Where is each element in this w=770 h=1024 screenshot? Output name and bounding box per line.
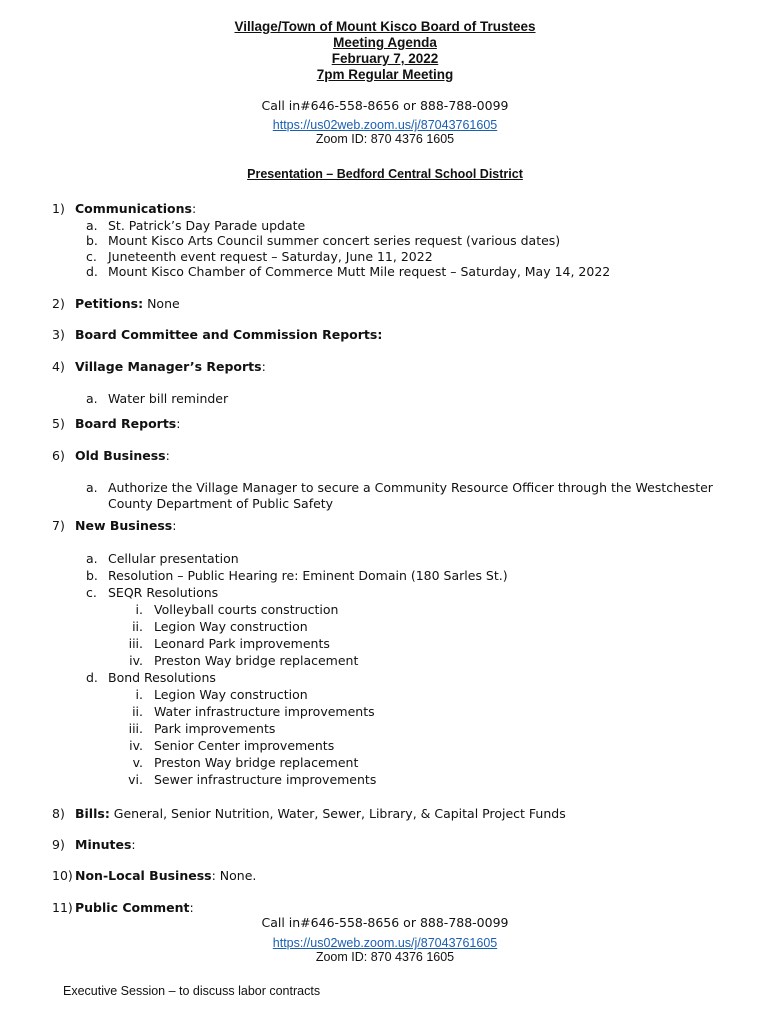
meeting-time: 7pm Regular Meeting — [316, 67, 454, 82]
sub-mark: c. — [86, 249, 97, 264]
item-new-business: New Business: — [75, 518, 177, 533]
roman-mark: iii. — [128, 636, 143, 651]
item-title: Board Reports — [75, 416, 177, 431]
item-title: Board Committee and Commission Reports: — [75, 327, 383, 342]
call-in-phone-2: Call in#646-558-8656 or 888-788-0099 — [261, 915, 509, 930]
sub-item: Mount Kisco Chamber of Commerce Mutt Mile request – Saturday, May 14, 2022 — [108, 264, 611, 279]
roman-mark: ii. — [132, 619, 143, 634]
item-number: 3) — [52, 327, 65, 342]
item-number: 1) — [52, 201, 65, 216]
item-title: Communications — [75, 201, 192, 216]
call-in-phone: Call in#646-558-8656 or 888-788-0099 — [261, 98, 509, 113]
item-public-comment: Public Comment: — [75, 900, 194, 915]
sub-item: Water bill reminder — [108, 391, 229, 406]
sub-mark: b. — [86, 568, 98, 583]
zoom-link[interactable]: https://us02web.zoom.us/j/87043761605 — [272, 118, 498, 132]
item-title: Village Manager’s Reports — [75, 359, 262, 374]
item-title: Public Comment — [75, 900, 190, 915]
sub-mark: b. — [86, 233, 98, 248]
seqr-item: Preston Way bridge replacement — [154, 653, 359, 668]
sub-item-continued: County Department of Public Safety — [108, 496, 334, 511]
item-village-manager: Village Manager’s Reports: — [75, 359, 266, 374]
zoom-link-row-2 — [0, 932, 770, 951]
sub-mark: d. — [86, 670, 98, 685]
sub-item: Resolution – Public Hearing re: Eminent Domain (180 Sarles St.) — [108, 568, 508, 583]
sub-item: St. Patrick’s Day Parade update — [108, 218, 306, 233]
item-petitions: Petitions: None — [75, 296, 180, 311]
roman-mark: ii. — [132, 704, 143, 719]
item-number: 6) — [52, 448, 65, 463]
roman-mark: iii. — [128, 721, 143, 736]
bond-item: Preston Way bridge replacement — [154, 755, 359, 770]
sub-item: Authorize the Village Manager to secure a Community Resource Officer through the Westchester — [108, 480, 713, 495]
seqr-item: Leonard Park improvements — [154, 636, 330, 651]
zoom-id: Zoom ID: 870 4376 1605 — [315, 132, 455, 146]
roman-mark: i. — [135, 602, 143, 617]
sub-item: Cellular presentation — [108, 551, 239, 566]
item-old-business: Old Business: — [75, 448, 170, 463]
item-number: 5) — [52, 416, 65, 431]
bond-item: Legion Way construction — [154, 687, 308, 702]
seqr-item: Volleyball courts construction — [154, 602, 339, 617]
item-title: New Business — [75, 518, 173, 533]
sub-item: Juneteenth event request – Saturday, June 11, 2022 — [108, 249, 433, 264]
roman-mark: iv. — [129, 653, 143, 668]
item-bills: Bills: General, Senior Nutrition, Water, Sewer, Library, & Capital Project Funds — [75, 806, 566, 821]
item-board-reports: Board Reports: — [75, 416, 181, 431]
bond-item: Senior Center improvements — [154, 738, 335, 753]
item-number: 11) — [52, 900, 73, 915]
agenda-title: Village/Town of Mount Kisco Board of Trustees — [234, 19, 536, 34]
sub-item: Bond Resolutions — [108, 670, 216, 685]
item-number: 9) — [52, 837, 65, 852]
bond-item: Park improvements — [154, 721, 276, 736]
bond-item: Sewer infrastructure improvements — [154, 772, 377, 787]
item-number: 7) — [52, 518, 65, 533]
sub-mark: a. — [86, 480, 98, 495]
item-communications: Communications: — [75, 201, 197, 216]
item-title: Old Business — [75, 448, 166, 463]
item-non-local-business: Non-Local Business: None. — [75, 868, 257, 883]
meeting-date: February 7, 2022 — [331, 51, 439, 66]
zoom-link-2[interactable]: https://us02web.zoom.us/j/87043761605 — [272, 936, 498, 950]
sub-mark: d. — [86, 264, 98, 279]
sub-item: SEQR Resolutions — [108, 585, 219, 600]
item-number: 4) — [52, 359, 65, 374]
item-title: Petitions: — [75, 296, 144, 311]
item-title: Minutes — [75, 837, 132, 852]
executive-session: Executive Session – to discuss labor contracts — [63, 984, 321, 998]
roman-mark: i. — [135, 687, 143, 702]
sub-mark: a. — [86, 391, 98, 406]
zoom-link-row — [0, 114, 770, 133]
item-board-committee — [75, 327, 382, 342]
roman-mark: iv. — [129, 738, 143, 753]
seqr-item: Legion Way construction — [154, 619, 308, 634]
roman-mark: vi. — [128, 772, 143, 787]
roman-mark: v. — [132, 755, 143, 770]
sub-mark: c. — [86, 585, 97, 600]
agenda-subtitle: Meeting Agenda — [333, 35, 437, 50]
item-number: 8) — [52, 806, 65, 821]
item-minutes: Minutes: — [75, 837, 136, 852]
item-number: 10) — [52, 868, 73, 883]
item-number: 2) — [52, 296, 65, 311]
item-title: Bills: — [75, 806, 110, 821]
sub-item: Mount Kisco Arts Council summer concert series request (various dates) — [108, 233, 561, 248]
presentation-heading: Presentation – Bedford Central School District — [247, 167, 523, 181]
bond-item: Water infrastructure improvements — [154, 704, 375, 719]
zoom-id-2: Zoom ID: 870 4376 1605 — [315, 950, 455, 964]
item-title: Non-Local Business — [75, 868, 212, 883]
sub-mark: a. — [86, 218, 98, 233]
sub-mark: a. — [86, 551, 98, 566]
